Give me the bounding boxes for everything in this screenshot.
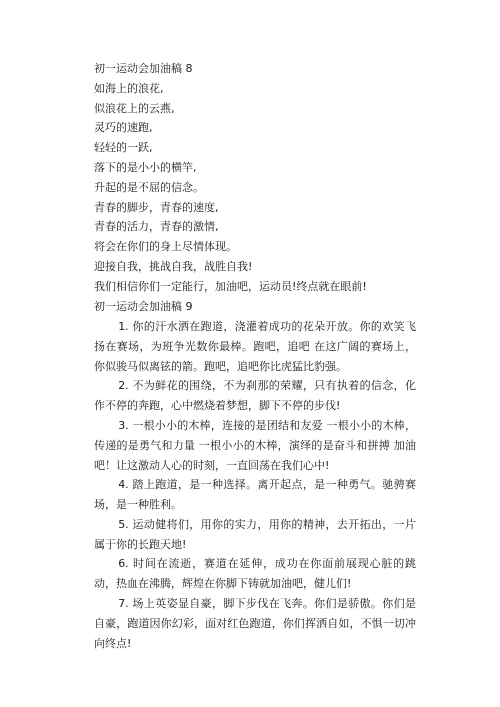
poem-line: 落下的是小小的横竿, — [94, 160, 197, 174]
cheer-item: 1. 你的汗水洒在跑道，浇灌着成功的花朵开放。你的欢笑飞扬在赛场，为班争光数你最棒。跑吧，追吧 在这广阔的赛场上，你似骏马似离铉的箭。跑吧，追吧你比虎猛比豹强。 — [94, 320, 416, 373]
section-heading: 初一运动会加油稿 8 — [94, 62, 193, 75]
poem-line: 灵巧的速跑, — [94, 121, 153, 135]
cheer-item: 6. 时间在流逝，赛道在延伸，成功在你面前展现心脏的跳动，热血在沸腾，辉煌在你脚下铸就加油吧，健儿们! — [94, 557, 416, 590]
cheer-item: 7. 场上英姿显自豪，脚下步伐在飞奔。你们是骄傲。你们是自豪，跑道因你幻彩，面对红色跑道，你们挥洒自如，不惧一切冲向终点! — [94, 597, 416, 650]
document-body — [94, 59, 414, 316]
poem-line: 迎接自我，挑战自我，战胜自我! — [94, 259, 253, 273]
cheer-item: 4. 踏上跑道，是一种选择。离开起点，是一种勇气。驰骋赛场，是一种胜利。 — [94, 478, 416, 511]
cheer-item: 3. 一根小小的木棒，连接的是团结和友爱 一根小小的木棒，传递的是勇气和力量 一根小小的木棒，演绎的是奋斗和拼搏 加油吧！让这激动人心的时刻，一直回荡在我们心中! — [94, 419, 416, 472]
poem-line: 如海上的浪花, — [94, 81, 164, 95]
poem-line: 将会在你们的身上尽情体现。 — [94, 240, 237, 254]
section-heading: 初一运动会加油稿 9 — [94, 299, 193, 313]
poem-line: 我们相信你们一定能行，加油吧，运动员!终点就在眼前! — [94, 279, 367, 293]
poem-line: 轻轻的一跃, — [94, 141, 153, 155]
poem-line: 升起的是不屈的信念。 — [94, 180, 204, 194]
poem-line: 似浪花上的云燕, — [94, 101, 175, 115]
poem-line: 青春的脚步，青春的速度, — [94, 200, 219, 214]
poem-line: 青春的活力，青春的激情, — [94, 220, 219, 234]
cheer-item: 2. 不为鲜花的围绕，不为刹那的荣耀，只有执着的信念，化作不停的奔跑，心中燃烧着梦想，脚下不停的步伐! — [94, 379, 416, 412]
cheer-item: 5. 运动健将们，用你的实力，用你的精神，去开拓出，一片属于你的长跑天地! — [94, 518, 416, 551]
